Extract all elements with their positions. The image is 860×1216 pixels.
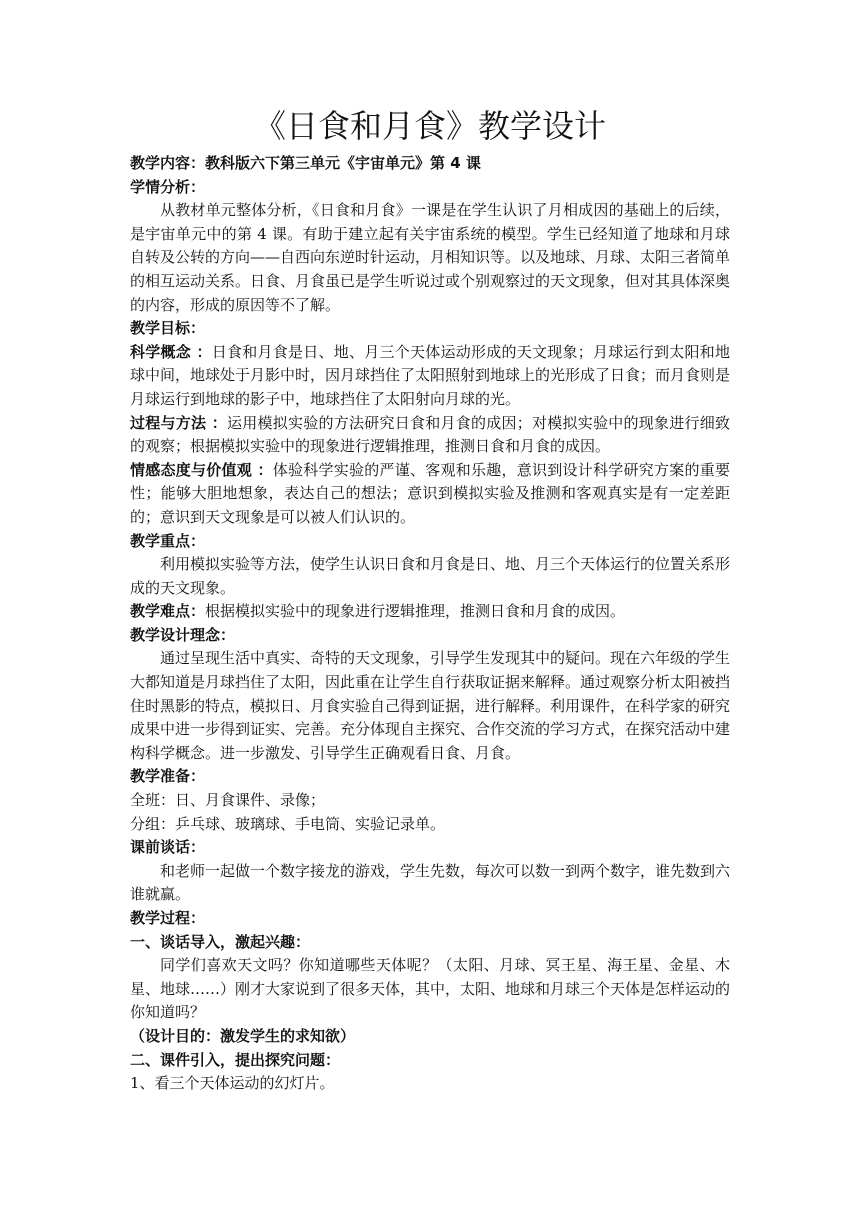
analysis-text: 从教材单元整体分析，《日食和月食》一课是在学生认识了月相成因的基础上的后续，是宇宙单元中的第 4 课。有助于建立起有关宇宙系统的模型。学生已经知道了地球和月球自转及公转的方向——自西向东逆时针运动，月相知识等。以及地球、月球、太阳三者简单的相互运动关系。日食、月食虽已是学生听说过或个别观察过的天文现象，但对其具体深奥的内容，形成的原因等不了解。 [130, 201, 731, 314]
concept-design-text: 通过呈现生活中真实、奇特的天文现象，引导学生发现其中的疑问。现在六年级的学生大都知道是月球挡住了太阳，因此重在让学生自行获取证据来解释。通过观察分析太阳被挡住时黑影的特点，模拟日、月食实验自己得到证据，进行解释。利用课件，在科学家的研究成果中进一步得到证实、完善。充分体现自主探究、合作交流的学习方式，在探究活动中建构科学概念。进一步激发、引导学生正确观看日食、月食。 [130, 649, 731, 762]
concept-design-heading: 教学设计理念： [130, 625, 236, 644]
analysis-heading: 学情分析： [130, 177, 206, 196]
difficulty-text: 根据模拟实验中的现象进行逻辑推理，推测日食和月食的成因。 [205, 602, 626, 621]
difficulty-label: 教学难点： [130, 602, 206, 621]
goal-concept [130, 341, 730, 412]
key-point-heading: 教学重点： [130, 531, 206, 550]
goal-attitude-text: 体验科学实验的严谨、客观和乐趣，意识到设计科学研究方案的重要性；能够大胆地想象，表达自己的想法；意识到模拟实验及推测和客观真实是有一定差距的；意识到天文现象是可以被人们认识的。 [130, 460, 730, 526]
pre-talk-text: 和老师一起做一个数字接龙的游戏，学生先数，每次可以数一到两个数字，谁先数到六谁就赢。 [130, 861, 731, 904]
preparation-class: 全班：日、月食课件、录像； [130, 791, 326, 810]
preparation-heading: 教学准备： [130, 767, 206, 786]
pre-talk-heading: 课前谈话： [130, 838, 206, 857]
difficulty [130, 600, 730, 624]
goal-process [130, 412, 730, 459]
step2-heading: 二、课件引入，提出探究问题： [130, 1050, 341, 1069]
goal-concept-label: 科学概念 ： [130, 342, 212, 361]
step2-item1: 1、看三个天体运动的幻灯片。 [130, 1074, 335, 1093]
document-title: 《日食和月食》教学设计 [253, 107, 606, 145]
goal-concept-text: 日食和月食是日、地、月三个天体运动形成的天文现象；月球运行到太阳和地球中间，地球处于月影中时，因月球挡住了太阳照射到地球上的光形成了日食；而月食则是月球运行到地球的影子中，地球挡住了太阳射向月球的光。 [130, 342, 731, 408]
step1-text: 同学们喜欢天文吗？你知道哪些天体呢？（太阳、月球、冥王星、海王星、金星、木星、地球……）刚才大家说到了很多天体，其中，太阳、地球和月球三个天体是怎样运动的你知道吗？ [130, 956, 731, 1022]
step1-note: （设计目的：激发学生的求知欲） [130, 1026, 356, 1045]
goal-process-label: 过程与方法 ： [130, 413, 227, 432]
process-heading: 教学过程： [130, 909, 206, 927]
key-point-text: 利用模拟实验等方法，使学生认识日食和月食是日、地、月三个天体运行的位置关系形成的天文现象。 [130, 555, 731, 597]
goals-heading: 教学目标： [130, 319, 206, 338]
document-page [130, 104, 730, 1096]
goal-attitude-label: 情感态度与价值观 ： [130, 460, 273, 479]
content-heading: 教学内容：教科版六下第三单元《宇宙单元》第 4 课 [130, 154, 481, 172]
preparation-group: 分组：乒乓球、玻璃球、手电筒、实验记录单。 [130, 814, 446, 833]
goal-process-text: 运用模拟实验的方法研究日食和月食的成因；对模拟实验中的现象进行细致的观察；根据模拟实验中的现象进行逻辑推理，推测日食和月食的成因。 [130, 413, 730, 456]
step1-heading: 一、谈话导入，激起兴趣： [130, 932, 311, 951]
goal-attitude [130, 459, 730, 530]
